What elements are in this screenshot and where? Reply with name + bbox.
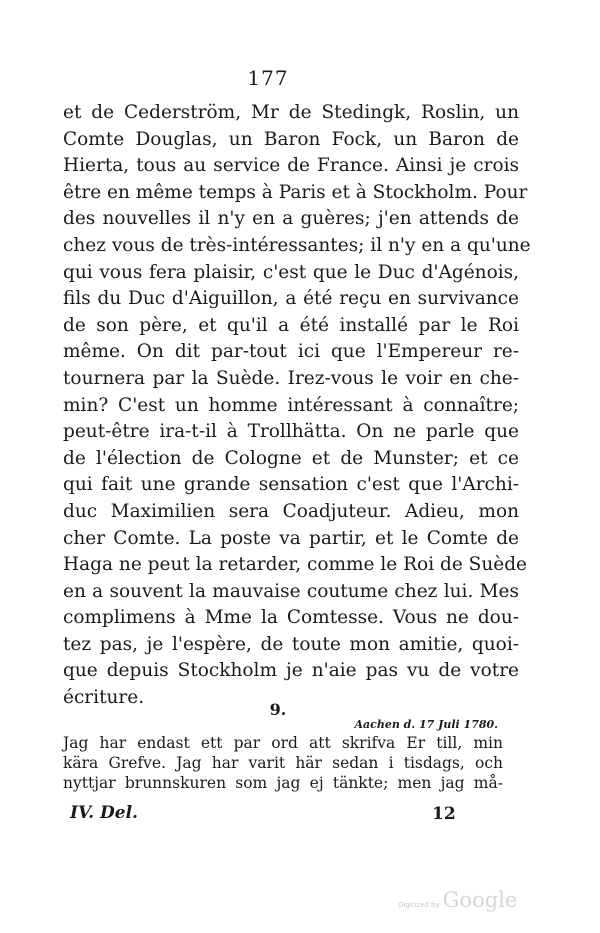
text-line: complimens à Mme la Comtesse. Vous ne dou- [63, 607, 519, 629]
text-line: de son père, et qu'il a été installé par le Roi [63, 314, 519, 336]
text-line: Comte Douglas, un Baron Fock, un Baron de [63, 128, 519, 150]
text-line: chez vous de très-intéressantes; il n'y en a qu'une [63, 234, 531, 256]
letter-body [63, 100, 531, 712]
text-line: fils du Duc d'Aiguillon, a été reçu en survivance [63, 288, 519, 310]
watermark-logo-text: Google [442, 888, 518, 912]
swedish-text-line: Jag har endast ett par ord att skrifva Er till, min [63, 734, 503, 752]
text-line: Hierta, tous au service de France. Ainsi je crois [63, 155, 519, 177]
signature-number: 12 [432, 804, 456, 824]
dateline: Aachen d. 17 Juli 1780. [354, 718, 498, 731]
text-line: tournera par la Suède. Irez-vous le voir en che- [63, 367, 519, 389]
text-line-last: écriture. [63, 687, 145, 709]
swedish-letter-body [63, 733, 503, 793]
text-line: Haga ne peut la retarder, comme le Roi de Suède [63, 554, 527, 576]
text-line: des nouvelles il n'y en a guères; j'en attends de [63, 208, 519, 230]
text-line: et de Cederström, Mr de Stedingk, Roslin, un [63, 102, 519, 123]
text-line: être en même temps à Paris et à Stockholm. Pour [63, 181, 528, 203]
text-line: de l'élection de Cologne et de Munster; et ce [63, 447, 519, 469]
watermark-small-text: Digitized by [398, 901, 440, 909]
text-line: qui vous fera plaisir, c'est que le Duc d'Agénois, [63, 261, 519, 283]
text-line: que depuis Stockholm je n'aie pas vu de votre [63, 660, 519, 682]
text-line: tez pas, je l'espère, de toute mon amitie, quoi- [63, 633, 519, 655]
text-line: cher Comte. La poste va partir, et le Comte de [63, 527, 519, 549]
text-line: en a souvent la mauvaise coutume chez lui. Mes [63, 580, 519, 602]
text-line: qui fait une grande sensation c'est que l'Archi- [63, 474, 519, 496]
swedish-text-line: kära Grefve. Jag har varit här sedan i tisdags, och [63, 754, 503, 772]
signature-mark: IV. Del. [70, 803, 138, 823]
text-line: duc Maximilien sera Coadjuteur. Adieu, mon [63, 500, 519, 522]
page-number: 177 [247, 66, 289, 90]
text-line: min? C'est un homme intéressant à connaître; [63, 394, 519, 416]
google-watermark [398, 888, 517, 912]
text-line: peut-être ira-t-il à Trollhätta. On ne parle que [63, 421, 519, 443]
swedish-text-line: nyttjar brunnskuren som jag ej tänkte; men jag må- [63, 774, 503, 792]
letter-number: 9. [269, 700, 287, 719]
text-line: même. On dit par-tout ici que l'Empereur re- [63, 341, 519, 363]
